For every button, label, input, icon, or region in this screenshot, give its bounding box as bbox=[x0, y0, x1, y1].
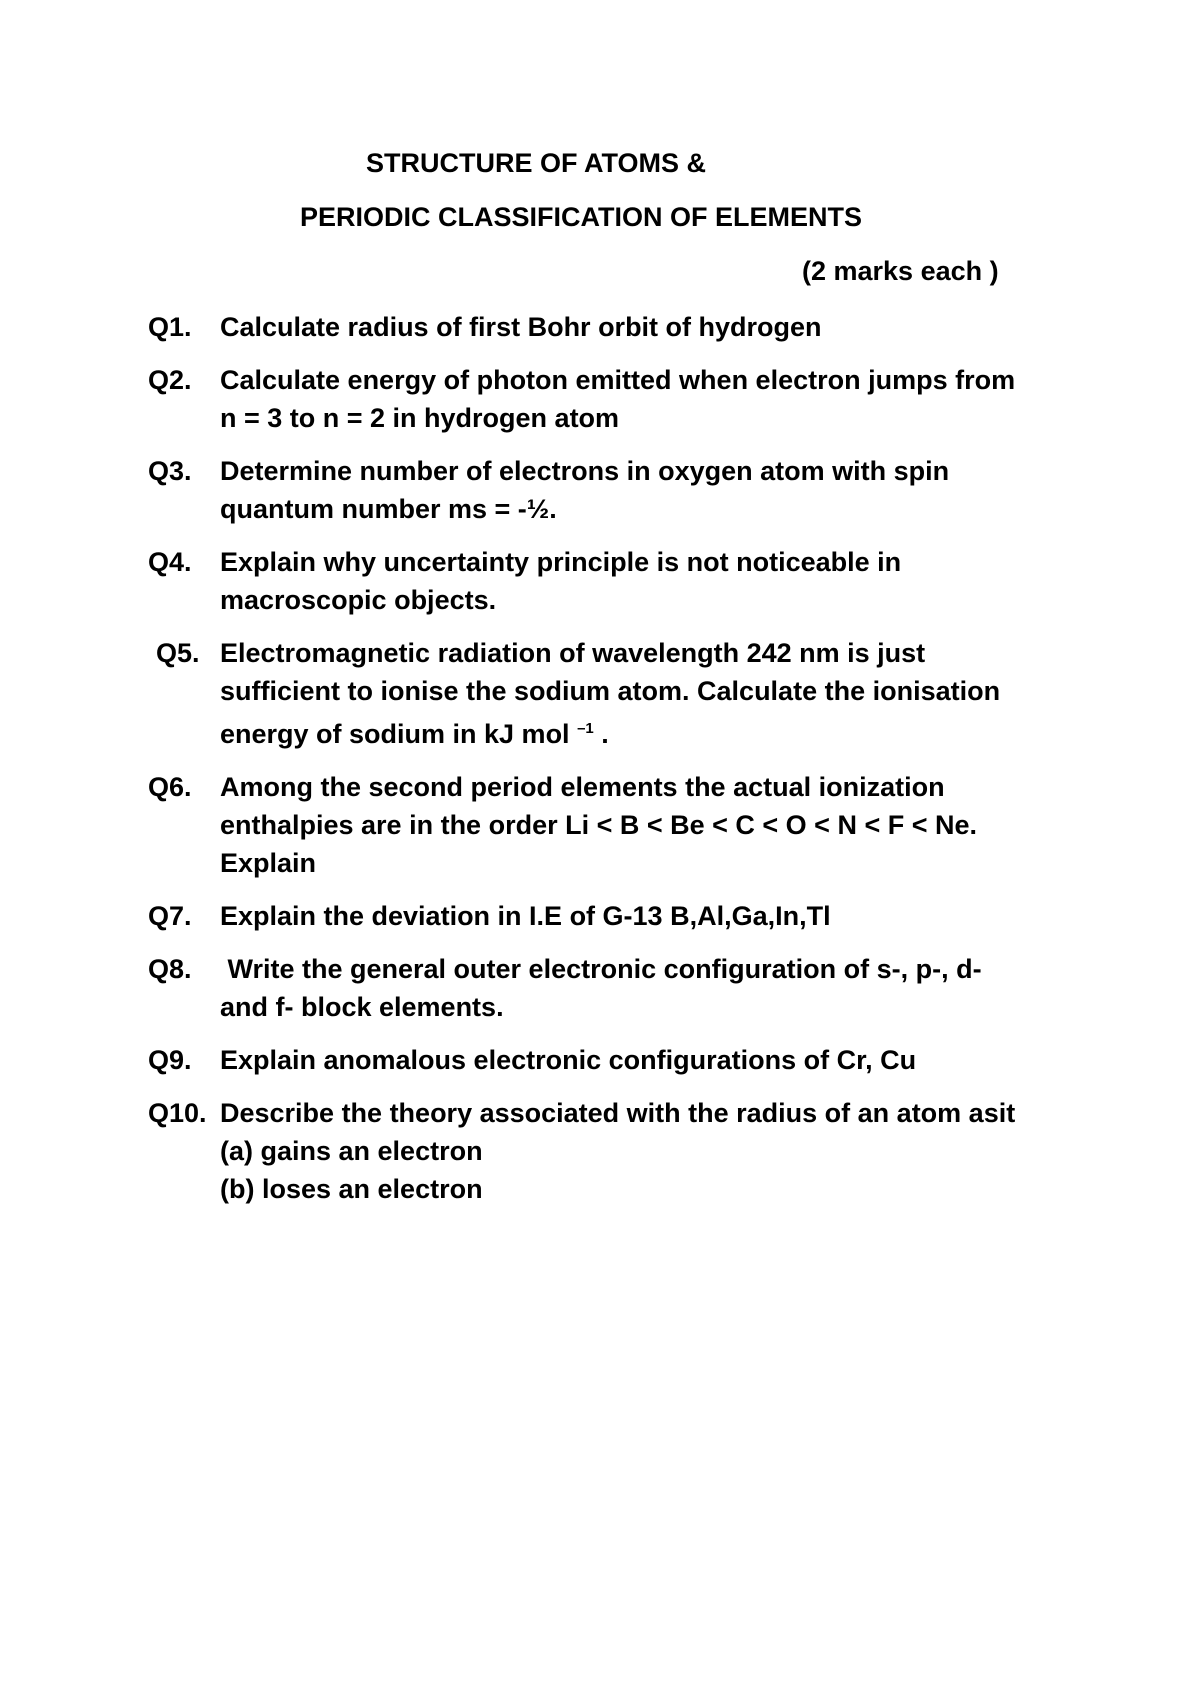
marks-note: (2 marks each ) bbox=[802, 256, 999, 286]
question-8 bbox=[148, 950, 1068, 1026]
question-4 bbox=[148, 543, 1068, 619]
question-number: Q3. bbox=[148, 456, 192, 486]
question-number: Q9. bbox=[148, 1045, 192, 1075]
question-text-line: (b) loses an electron bbox=[220, 1174, 483, 1204]
question-3 bbox=[148, 452, 1068, 528]
question-number: Q2. bbox=[148, 365, 192, 395]
question-text-line: enthalpies are in the order Li < B < Be < C < O < N < F < Ne. bbox=[220, 810, 978, 840]
question-number: Q6. bbox=[148, 772, 192, 802]
question-text-line: Electromagnetic radiation of wavelength 242 nm is just bbox=[220, 638, 926, 668]
question-text-line: Explain anomalous electronic configurations of Cr, Cu bbox=[220, 1045, 917, 1075]
question-text-line: n = 3 to n = 2 in hydrogen atom bbox=[220, 403, 620, 433]
question-text-segment: energy of sodium in kJ mol bbox=[220, 719, 570, 749]
question-number: Q8. bbox=[148, 954, 192, 984]
question-number: Q5. bbox=[156, 638, 200, 668]
question-5 bbox=[148, 634, 1068, 753]
question-text-line: Explain bbox=[220, 848, 317, 878]
question-text-line: quantum number ms = -½. bbox=[220, 494, 557, 524]
question-text-line: Describe the theory associated with the radius of an atom asit bbox=[220, 1098, 1016, 1128]
question-1 bbox=[148, 308, 1068, 346]
question-text-line: Calculate energy of photon emitted when electron jumps from bbox=[220, 365, 1016, 395]
document-title-line-1: STRUCTURE OF ATOMS & bbox=[366, 148, 706, 178]
question-text-line bbox=[220, 710, 1068, 753]
question-text-segment: . bbox=[593, 719, 609, 749]
question-list bbox=[148, 308, 1068, 1223]
question-text-line: macroscopic objects. bbox=[220, 585, 497, 615]
question-text-line: Determine number of electrons in oxygen atom with spin bbox=[220, 456, 950, 486]
question-number: Q7. bbox=[148, 901, 192, 931]
question-text-line: and f- block elements. bbox=[220, 992, 504, 1022]
question-text-line: Among the second period elements the actual ionization bbox=[220, 772, 945, 802]
question-text-line: Explain why uncertainty principle is not noticeable in bbox=[220, 547, 902, 577]
question-7 bbox=[148, 897, 1068, 935]
question-number: Q10. bbox=[148, 1098, 207, 1128]
question-2 bbox=[148, 361, 1068, 437]
question-9 bbox=[148, 1041, 1068, 1079]
superscript-exponent: –1 bbox=[577, 720, 594, 737]
question-text-line: sufficient to ionise the sodium atom. Calculate the ionisation bbox=[220, 676, 1001, 706]
question-text-line: Calculate radius of first Bohr orbit of hydrogen bbox=[220, 312, 822, 342]
question-6 bbox=[148, 768, 1068, 882]
question-text-line: (a) gains an electron bbox=[220, 1136, 483, 1166]
question-10 bbox=[148, 1094, 1068, 1208]
question-text-line: Write the general outer electronic configuration of s-, p-, d- bbox=[220, 954, 982, 984]
question-text-line: Explain the deviation in I.E of G-13 B,Al,Ga,In,Tl bbox=[220, 901, 831, 931]
document-title-line-2: PERIODIC CLASSIFICATION OF ELEMENTS bbox=[300, 202, 863, 232]
question-number: Q1. bbox=[148, 312, 192, 342]
question-number: Q4. bbox=[148, 547, 192, 577]
